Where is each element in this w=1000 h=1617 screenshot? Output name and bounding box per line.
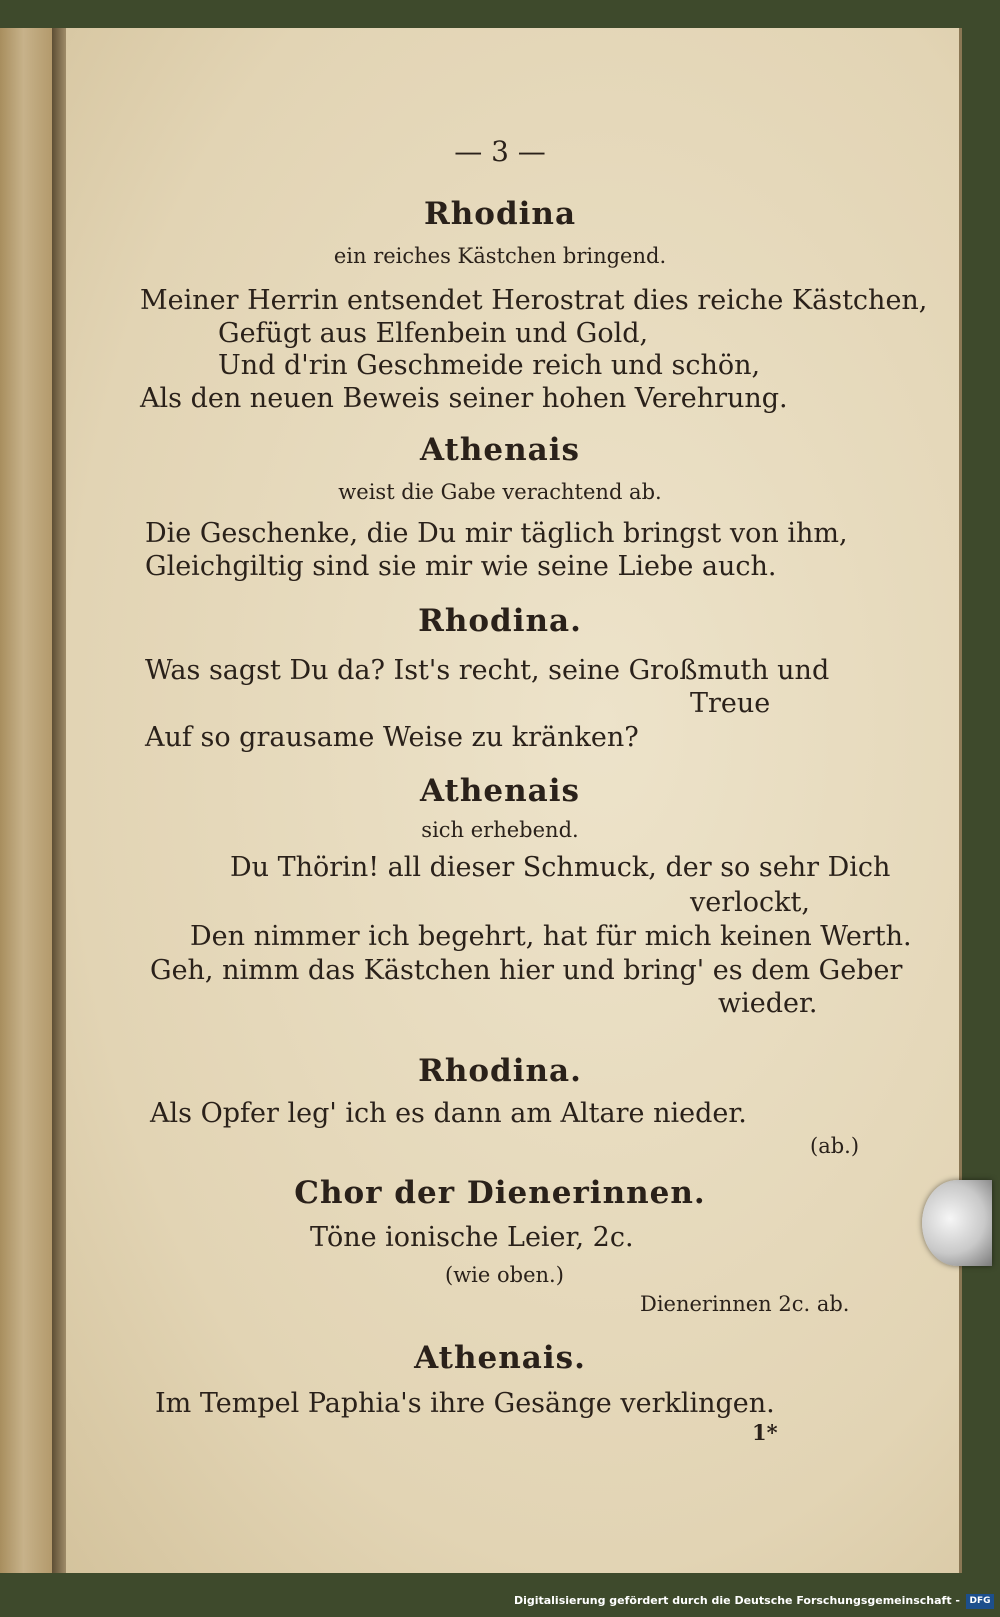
speaker-athenais-1: Athenais: [420, 432, 580, 468]
speaker-athenais-2: Athenais: [420, 773, 580, 809]
verse-line: Geh, nimm das Kästchen hier und bring' es dem Geber: [150, 955, 903, 986]
verse-line: Und d'rin Geschmeide reich und schön,: [218, 350, 761, 381]
verse-line: Töne ionische Leier, 2c.: [310, 1222, 634, 1253]
verse-line: Gleichgiltig sind sie mir wie seine Liebe auch.: [145, 551, 777, 582]
dfg-logo: DFG: [966, 1594, 994, 1609]
exit-direction: Dienerinnen 2c. ab.: [640, 1292, 850, 1316]
signature-mark: 1*: [752, 1420, 778, 1445]
page-number: — 3 —: [454, 135, 546, 168]
stage-direction-2: weist die Gabe verachtend ab.: [338, 480, 662, 504]
speaker-rhodina-1: Rhodina: [423, 196, 577, 232]
footer-credit: Digitalisierung gefördert durch die Deutsche Forschungsgemeinschaft -: [513, 1594, 960, 1607]
verse-line: Als Opfer leg' ich es dann am Altare nieder.: [150, 1098, 747, 1129]
speaker-chorus: Chor der Dienerinnen.: [294, 1175, 706, 1211]
stage-direction-3: sich erhebend.: [421, 818, 579, 842]
verse-line: Als den neuen Beweis seiner hohen Verehrung.: [140, 383, 788, 414]
stage-direction-4: (wie oben.): [445, 1263, 564, 1287]
stage-direction-1: ein reiches Kästchen bringend.: [333, 244, 667, 268]
verse-continuation: Treue: [690, 688, 771, 719]
speaker-rhodina-2: Rhodina.: [418, 603, 582, 639]
verse-continuation: wieder.: [718, 988, 818, 1019]
verse-line: Auf so grausame Weise zu kränken?: [145, 722, 639, 753]
speaker-rhodina-3: Rhodina.: [418, 1053, 582, 1089]
speaker-athenais-3: Athenais.: [414, 1340, 586, 1376]
verse-line: Den nimmer ich begehrt, hat für mich keinen Werth.: [190, 921, 912, 952]
exit-direction: (ab.): [810, 1134, 860, 1158]
verse-line: Im Tempel Paphia's ihre Gesänge verklingen.: [155, 1388, 775, 1419]
verse-line: Die Geschenke, die Du mir täglich bringst von ihm,: [145, 518, 848, 549]
verse-line: Was sagst Du da? Ist's recht, seine Großmuth und: [145, 655, 830, 686]
verse-line: Meiner Herrin entsendet Herostrat dies reiche Kästchen,: [140, 285, 928, 316]
verse-line: Gefügt aus Elfenbein und Gold,: [218, 318, 649, 349]
verse-continuation: verlockt,: [690, 887, 810, 918]
verse-line: Du Thörin! all dieser Schmuck, der so sehr Dich: [230, 852, 891, 883]
